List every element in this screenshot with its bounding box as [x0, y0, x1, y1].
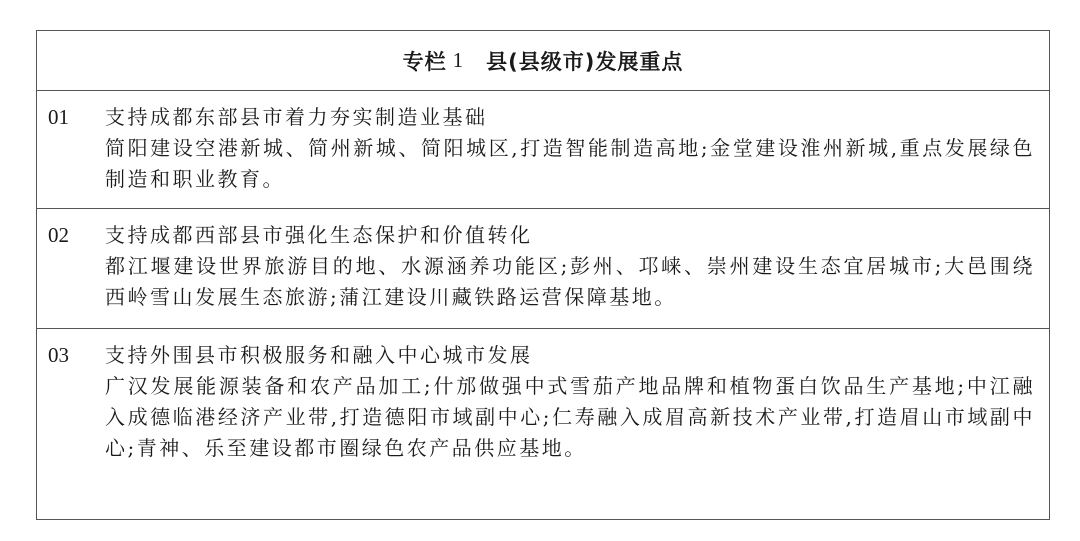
section-heading: 支持成都西部县市强化生态保护和价值转化 [105, 223, 533, 247]
section-text: 都江堰建设世界旅游目的地、水源涵养功能区;彭州、邛崃、崇州建设生态宜居城市;大邑围绕西岭雪山发展生态旅游;蒲江建设川藏铁路运营保障基地。 [105, 254, 1035, 309]
section-text: 简阳建设空港新城、简州新城、简阳城区,打造智能制造高地;金堂建设淮州新城,重点发展绿色制造和职业教育。 [105, 136, 1035, 191]
section-text: 广汉发展能源装备和农产品加工;什邡做强中式雪茄产地品牌和植物蛋白饮品生产基地;中江融入成德临港经济产业带,打造德阳市域副中心;仁寿融入成眉高新技术产业带,打造眉山市域副中心;青神、乐至建设都市圈绿色农产品供应基地。 [105, 374, 1035, 460]
box-header [37, 31, 1049, 91]
section-01 [37, 91, 1049, 209]
section-heading: 支持成都东部县市着力夯实制造业基础 [105, 105, 488, 129]
section-body [105, 340, 1035, 464]
section-number: 03 [48, 343, 69, 367]
box-label: 专栏 [402, 49, 447, 74]
box-number: 1 [452, 48, 465, 72]
section-number: 01 [48, 105, 69, 129]
section-heading: 支持外围县市积极服务和融入中心城市发展 [105, 343, 533, 367]
section-number: 02 [48, 223, 69, 247]
box-title: 县(县级市)发展重点 [486, 49, 684, 74]
focus-box [36, 30, 1050, 520]
section-02 [37, 209, 1049, 329]
section-body [105, 102, 1035, 195]
section-body [105, 220, 1035, 313]
section-03 [37, 329, 1049, 519]
